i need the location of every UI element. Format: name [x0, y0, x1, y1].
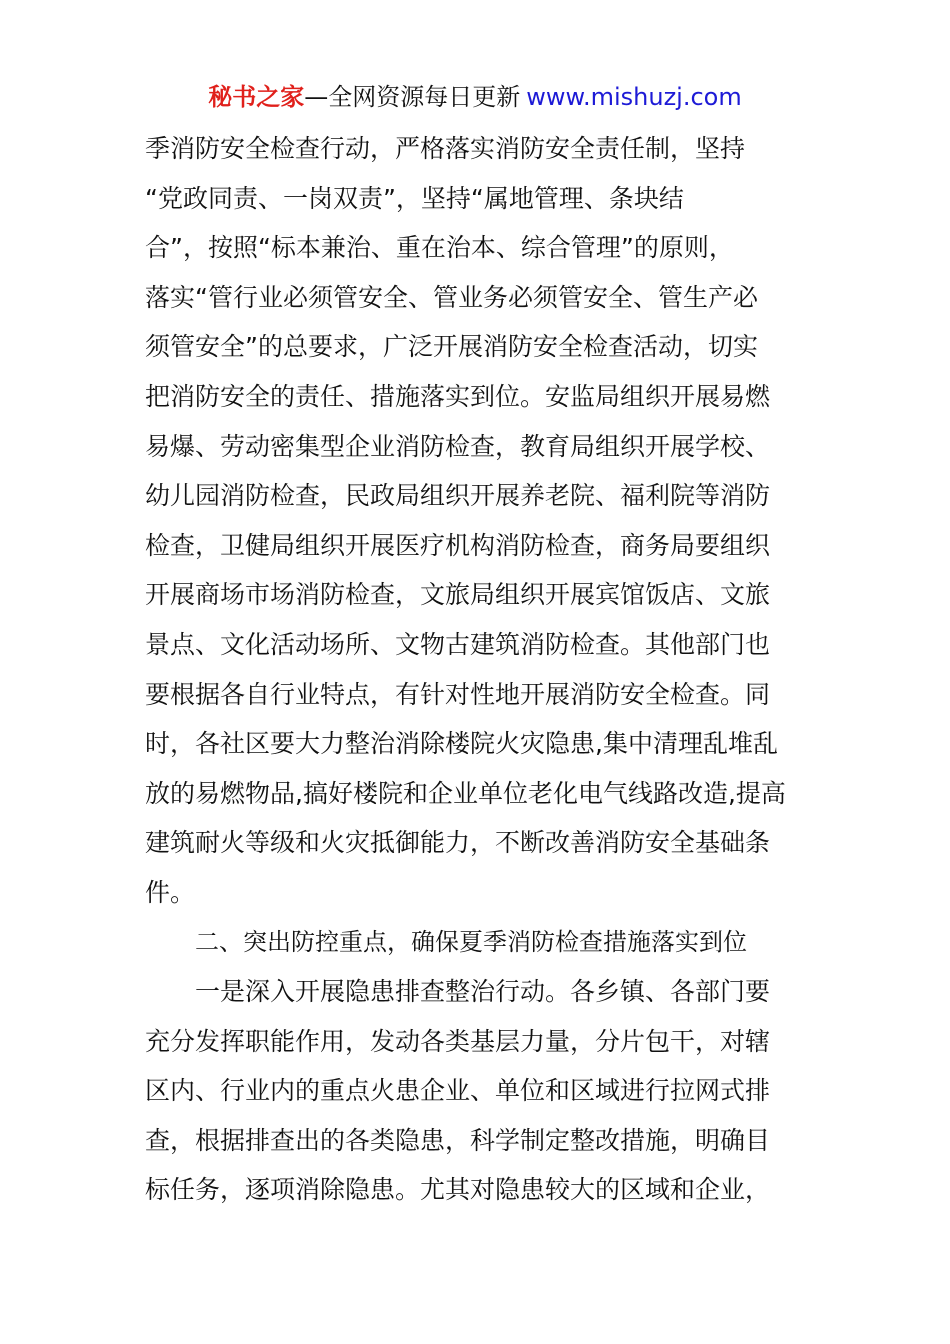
- text-line: 合”，按照“标本兼治、重在治本、综合管理”的原则，: [145, 233, 734, 263]
- site-link[interactable]: www.mishuzj.com: [526, 83, 742, 111]
- text-line: “党政同责、一岗双责”，坚持“属地管理、条块结: [145, 183, 684, 213]
- text-line: 放的易燃物品,搞好楼院和企业单位老化电气线路改造,提高: [145, 778, 786, 808]
- text-line: 检查，卫健局组织开展医疗机构消防检查，商务局要组织: [145, 530, 771, 560]
- text-line: 建筑耐火等级和火灾抵御能力，不断改善消防安全基础条: [145, 828, 771, 858]
- header-tagline: —全网资源每日更新: [304, 83, 521, 111]
- text-line: 时，各社区要大力整治消除楼院火灾隐患,集中清理乱堆乱: [145, 729, 778, 759]
- text-line: 易爆、劳动密集型企业消防检查，教育局组织开展学校、: [145, 431, 771, 461]
- document-body: [145, 124, 810, 1215]
- text-line: 季消防安全检查行动，严格落实消防安全责任制，坚持: [145, 134, 746, 163]
- section-heading: 二、突出防控重点，确保夏季消防检查措施落实到位: [195, 927, 747, 956]
- text-line: 把消防安全的责任、措施落实到位。安监局组织开展易燃: [145, 381, 771, 411]
- text-line: 件。: [145, 877, 196, 907]
- text-line: 充分发挥职能作用，发动各类基层力量，分片包干，对辖: [145, 1026, 771, 1056]
- text-line: 区内、行业内的重点火患企业、单位和区域进行拉网式排: [145, 1076, 771, 1106]
- page-header: [0, 80, 950, 114]
- text-line: 景点、文化活动场所、文物古建筑消防检查。其他部门也: [145, 629, 771, 659]
- text-line: 开展商场市场消防检查，文旅局组织开展宾馆饭店、文旅: [145, 580, 771, 610]
- text-line: 幼儿园消防检查，民政局组织开展养老院、福利院等消防: [145, 481, 771, 511]
- text-line: 须管安全”的总要求，广泛开展消防安全检查活动，切实: [145, 332, 758, 362]
- text-line: 落实“管行业必须管安全、管业务必须管安全、管生产必: [145, 282, 758, 312]
- brand-name: 秘书之家: [208, 83, 305, 111]
- text-line: 要根据各自行业特点，有针对性地开展消防安全检查。同: [145, 679, 771, 709]
- paragraph-first-line: 一是深入开展隐患排查整治行动。各乡镇、各部门要: [195, 977, 771, 1007]
- text-line: 查，根据排查出的各类隐患，科学制定整改措施，明确目: [145, 1125, 771, 1155]
- text-line: 标任务，逐项消除隐患。尤其对隐患较大的区域和企业，: [145, 1175, 771, 1205]
